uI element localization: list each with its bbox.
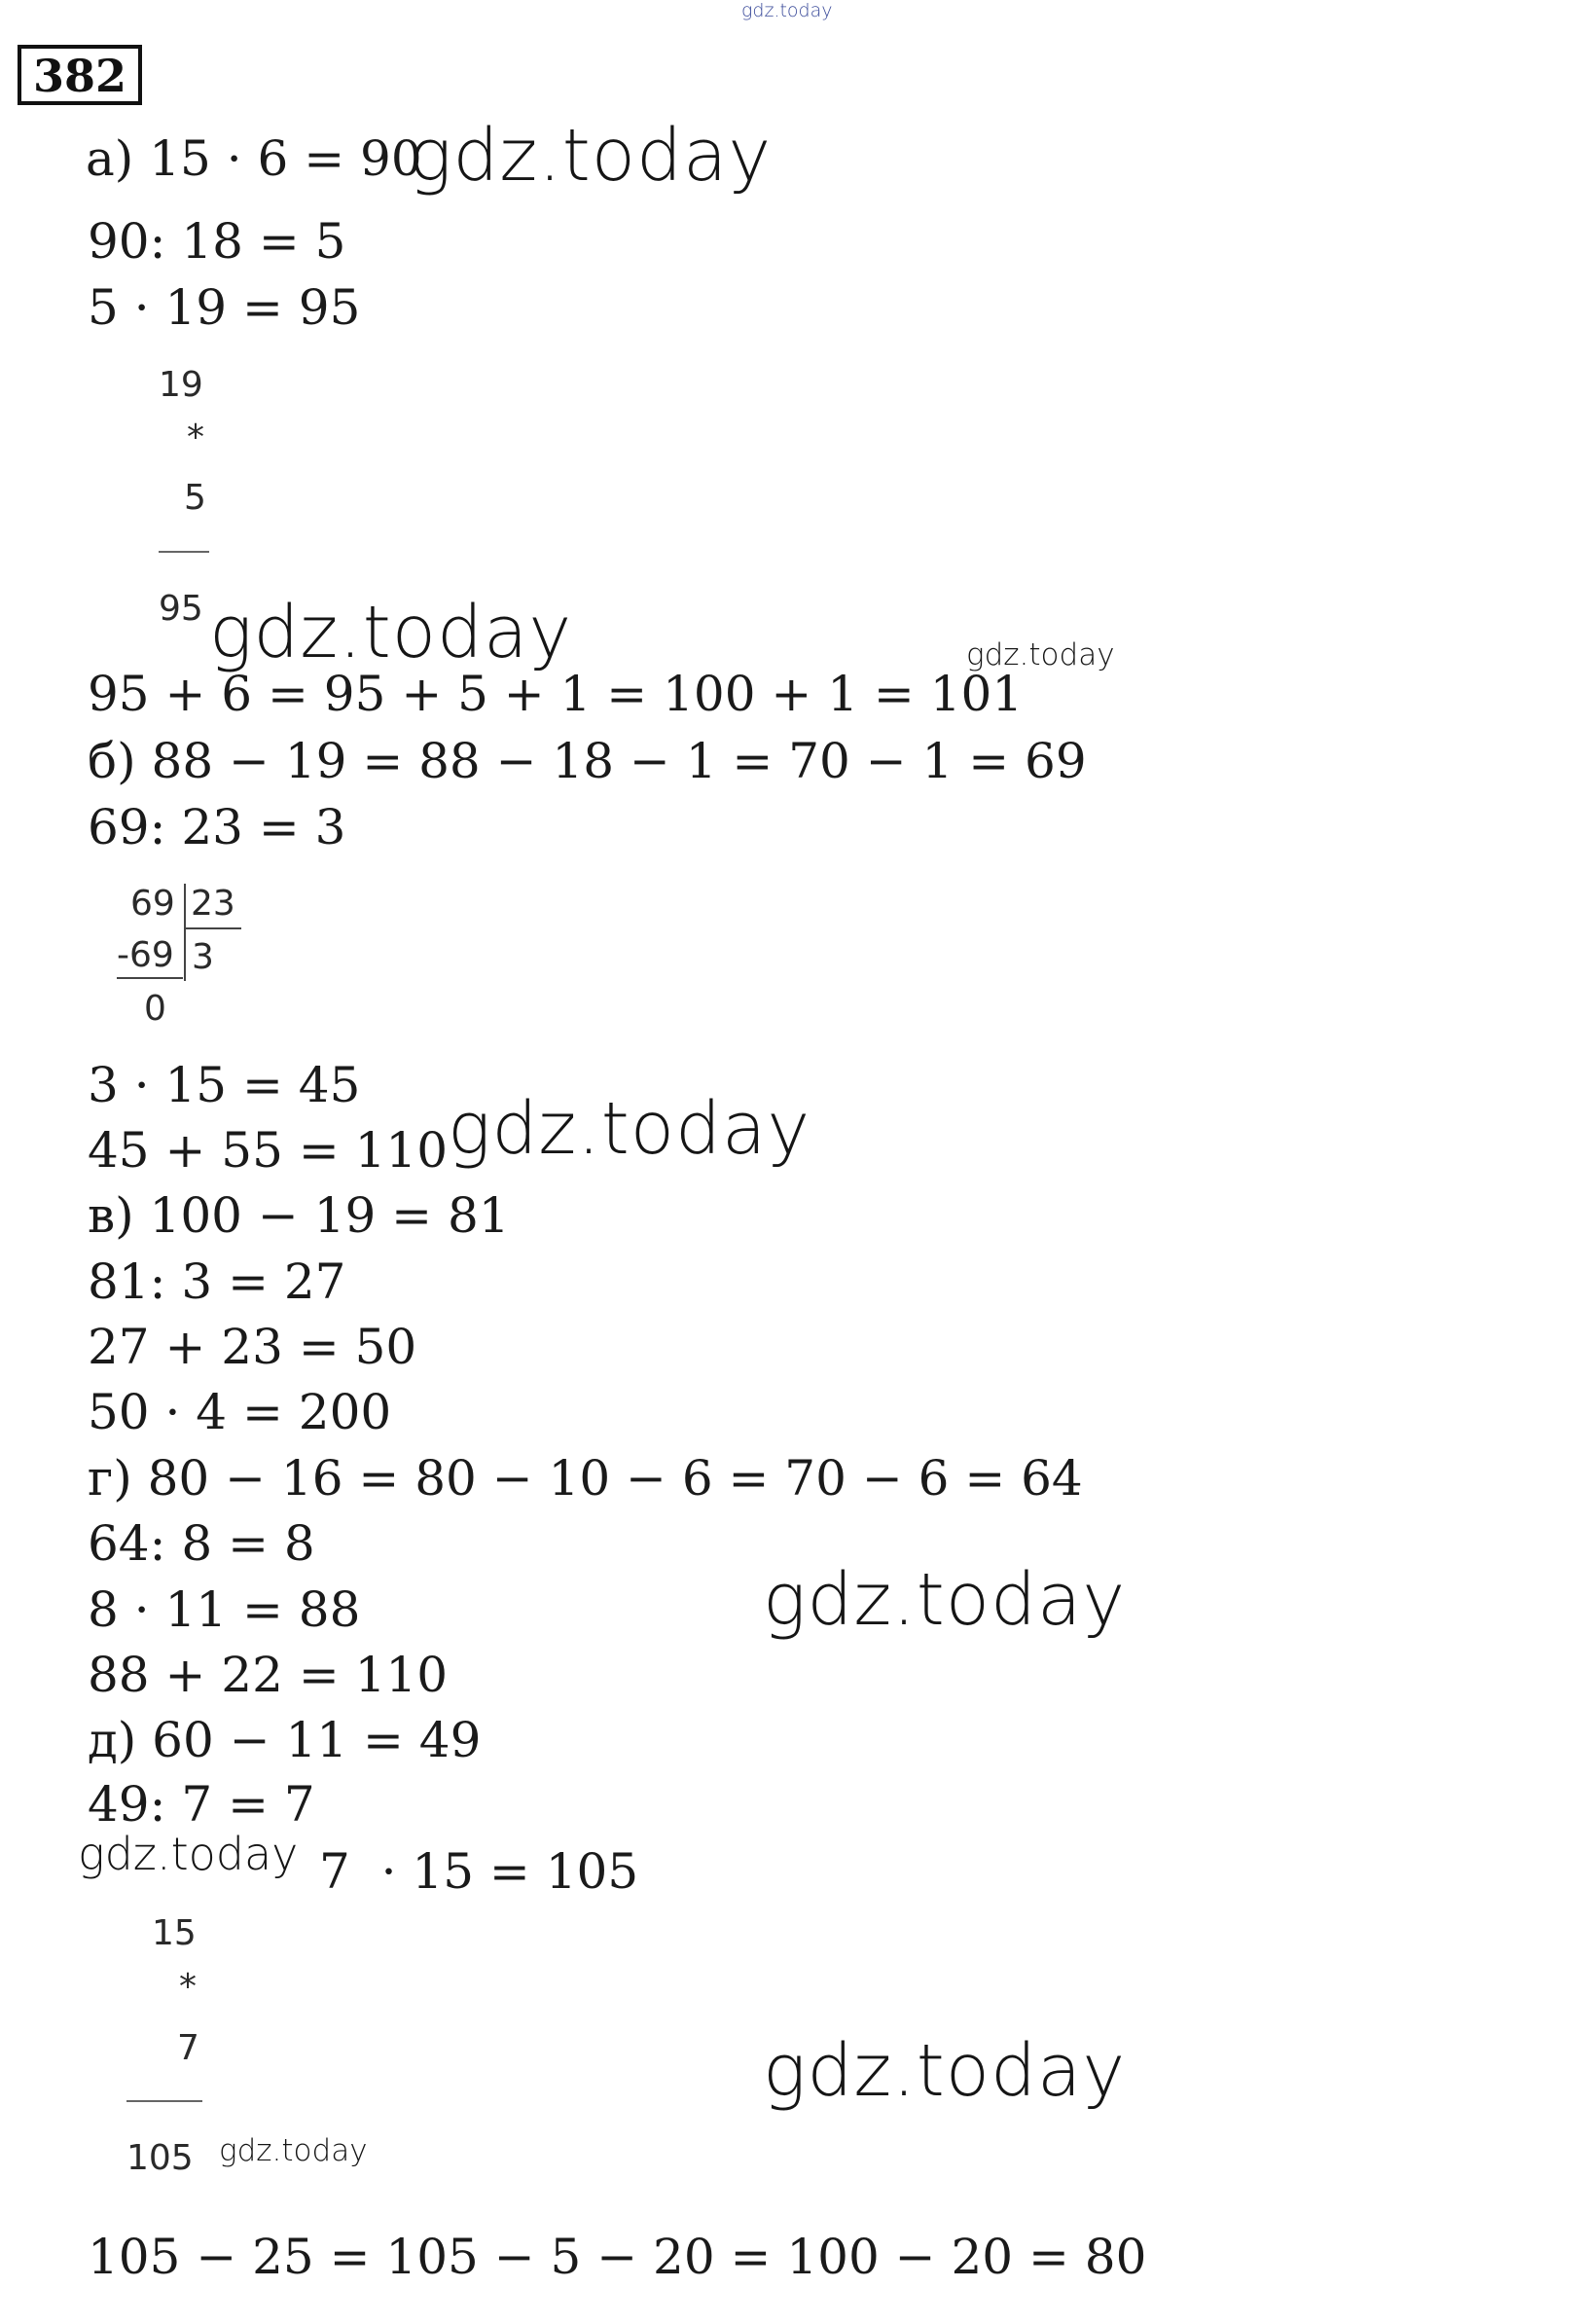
line-b3: 3 · 15 = 45 bbox=[88, 1057, 361, 1113]
line-d2: 49: 7 = 7 bbox=[88, 1776, 315, 1833]
watermark: gdz.today bbox=[966, 637, 1115, 672]
calc2-bottom: 7 bbox=[177, 2028, 199, 2068]
calc1-rule bbox=[159, 551, 209, 553]
division-vertical-rule bbox=[184, 884, 186, 981]
line-b4: 45 + 55 = 110 bbox=[88, 1122, 449, 1179]
division-subtract-rule bbox=[117, 977, 183, 979]
division-quotient: 3 bbox=[192, 937, 214, 977]
watermark: gdz.today bbox=[409, 114, 773, 198]
line-g3: 8 · 11 = 88 bbox=[88, 1581, 361, 1638]
calc2-result: 105 bbox=[126, 2138, 194, 2178]
watermark: gdz.today bbox=[219, 2133, 368, 2168]
line-d1: д) 60 − 11 = 49 bbox=[88, 1712, 482, 1768]
line-v3: 27 + 23 = 50 bbox=[88, 1319, 417, 1375]
division-divisor: 23 bbox=[191, 884, 235, 924]
division-remainder: 0 bbox=[144, 989, 166, 1029]
watermark: gdz.today bbox=[448, 1087, 811, 1171]
line-v1: в) 100 − 19 = 81 bbox=[88, 1187, 510, 1244]
division-dividend: 69 bbox=[130, 884, 175, 924]
watermark: gdz.today bbox=[763, 2029, 1127, 2113]
calc1-result: 95 bbox=[159, 589, 203, 629]
line-d3: 7 · 15 = 105 bbox=[319, 1843, 639, 1900]
calc1-top: 19 bbox=[159, 365, 203, 405]
watermark: gdz.today bbox=[209, 591, 573, 674]
watermark: gdz.today bbox=[763, 1558, 1127, 1642]
line-a1: а) 15 · 6 = 90 bbox=[86, 130, 422, 187]
calc1-operator: * bbox=[187, 418, 204, 457]
line-d4: 105 − 25 = 105 − 5 − 20 = 100 − 20 = 80 bbox=[88, 2229, 1147, 2285]
line-v4: 50 · 4 = 200 bbox=[88, 1384, 392, 1440]
calc1-bottom: 5 bbox=[184, 478, 206, 518]
watermark: gdz.today bbox=[78, 1828, 299, 1880]
line-v2: 81: 3 = 27 bbox=[88, 1253, 346, 1310]
line-a4: 95 + 6 = 95 + 5 + 1 = 100 + 1 = 101 bbox=[88, 666, 1024, 722]
problem-number: 382 bbox=[32, 50, 127, 102]
calc2-operator: * bbox=[179, 1967, 197, 2007]
division-divisor-rule bbox=[185, 927, 241, 929]
line-g2: 64: 8 = 8 bbox=[88, 1515, 315, 1572]
watermark-top: gdz.today bbox=[741, 0, 833, 21]
line-g4: 88 + 22 = 110 bbox=[88, 1647, 449, 1703]
line-g1: г) 80 − 16 = 80 − 10 − 6 = 70 − 6 = 64 bbox=[88, 1450, 1083, 1507]
division-subtract: -69 bbox=[117, 935, 174, 975]
calc2-top: 15 bbox=[152, 1913, 197, 1953]
problem-number-box bbox=[18, 45, 142, 105]
line-b1: б) 88 − 19 = 88 − 18 − 1 = 70 − 1 = 69 bbox=[88, 733, 1087, 789]
calc2-rule bbox=[126, 2100, 202, 2102]
line-a3: 5 · 19 = 95 bbox=[88, 279, 361, 336]
line-b2: 69: 23 = 3 bbox=[88, 799, 346, 855]
line-a2: 90: 18 = 5 bbox=[88, 213, 346, 270]
